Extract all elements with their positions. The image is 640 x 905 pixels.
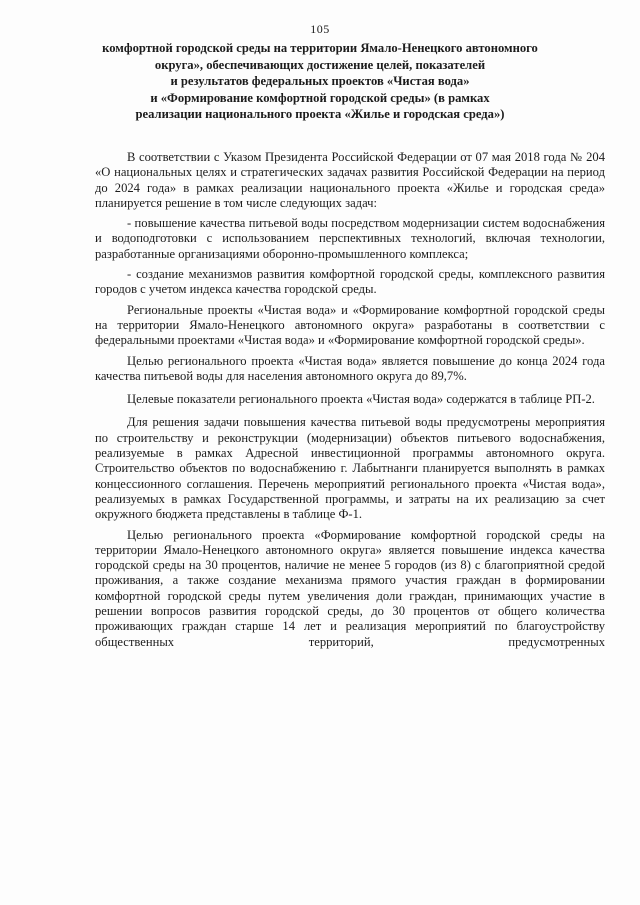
paragraph: Целью регионального проекта «Формирование комфортной городской среды на территории Ямало-Ненецкого автономного округа» является повышение индекса качества городской среды на 30 процентов, наличие не менее 5 городов (из 8) с благоприятной средой проживания, а также создание механизма прямого участия граждан в формировании комфортной городской среды путем увеличения доли граждан, принимающих участие в решении вопросов развития городской среды, до 30 процентов от общего количества проживающих граждан старше 14 лет и реализация мероприятий по благоустройству общественных территорий, предусмотренных: [95, 527, 605, 649]
paragraph: Целью регионального проекта «Чистая вода» является повышение до конца 2024 года качества питьевой воды для населения автономного округа до 89,7%.: [95, 353, 605, 383]
heading-line: округа», обеспечивающих достижение целей, показателей: [154, 57, 486, 72]
paragraph: В соответствии с Указом Президента Российской Федерации от 07 мая 2018 года № 204 «О национальных целях и стратегических задачах развития Российской Федерации на период до 2024 года» в рамках реализации национального проекта «Жилье и городская среда» планируется решение в том числе следующих задач:: [95, 150, 605, 210]
heading-line: комфортной городской среды на территории Ямало-Ненецкого автономного: [102, 41, 538, 55]
page-number: 105: [310, 22, 330, 36]
body-text: [95, 150, 605, 655]
paragraph-list-item: - повышение качества питьевой воды посредством модернизации систем водоснабжения и водоподготовки с использованием перспективных технологий, включая технологии, разработанные организациями оборонно-промышленного комплекса;: [95, 216, 605, 261]
heading-line: и результатов федеральных проектов «Чистая вода»: [170, 74, 470, 89]
section-heading: [80, 40, 560, 123]
paragraph-list-item: - создание механизмов развития комфортной городской среды, комплексного развития городов с учетом индекса качества городской среды.: [95, 267, 605, 297]
paragraph: Целевые показатели регионального проекта «Чистая вода» содержатся в таблице РП-2.: [127, 392, 595, 407]
paragraph: Для решения задачи повышения качества питьевой воды предусмотрены мероприятия по строительству и реконструкции (модернизации) объектов питьевого водоснабжения, реализуемые в рамках Адресной инвестиционной программы автономного округа. Строительство объектов по водоснабжению г. Лабытнанги планируется выполнять в рамках концессионного соглашения. Перечень мероприятий регионального проекта «Чистая вода», реализуемых в рамках Государственной программы, и затраты на их реализацию за счет окружного бюджета представлены в таблице Ф-1.: [95, 415, 605, 522]
heading-line: и «Формирование комфортной городской среды» (в рамках: [150, 90, 490, 105]
heading-line: реализации национального проекта «Жилье и городская среда»): [135, 107, 505, 122]
paragraph: Региональные проекты «Чистая вода» и «Формирование комфортной городской среды на территории Ямало-Ненецкого автономного округа» разработаны в соответствии с федеральными проектами «Чистая вода» и «Формирование комфортной городской среды».: [95, 302, 605, 348]
